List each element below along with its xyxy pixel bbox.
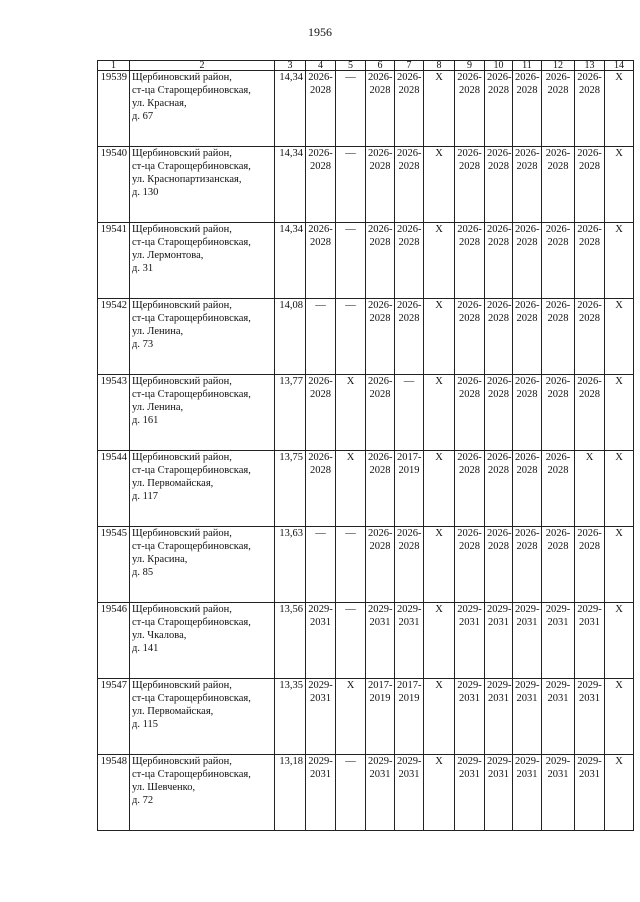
period-cell: 2026-2028 <box>575 299 605 375</box>
period-cell: 2026-2028 <box>542 451 575 527</box>
value-cell: 13,63 <box>275 527 306 603</box>
column-header: 8 <box>424 61 455 71</box>
period-cell: 2026-2028 <box>306 71 336 147</box>
table-row <box>98 527 634 603</box>
address-line: ст-ца Старощербиновская, <box>132 541 251 553</box>
column-header: 10 <box>485 61 513 71</box>
table-row <box>98 299 634 375</box>
period-cell: 2029-2031 <box>513 603 542 679</box>
column-header: 2 <box>130 61 275 71</box>
period-cell: 2026-2028 <box>455 223 485 299</box>
record-number: 19547 <box>98 679 130 755</box>
address-cell <box>130 755 275 831</box>
period-cell: X <box>424 679 455 755</box>
period-cell: 2026-2028 <box>455 147 485 223</box>
column-header: 4 <box>306 61 336 71</box>
period-cell: 2026-2028 <box>485 451 513 527</box>
period-cell: 2026-2028 <box>306 451 336 527</box>
period-cell: 2017-2019 <box>395 679 424 755</box>
period-cell: X <box>424 603 455 679</box>
period-cell: — <box>395 375 424 451</box>
period-cell: 2026-2028 <box>485 223 513 299</box>
address-line: д. 72 <box>132 795 154 807</box>
period-cell: X <box>424 755 455 831</box>
period-cell: X <box>424 223 455 299</box>
period-cell: — <box>336 527 366 603</box>
column-header: 9 <box>455 61 485 71</box>
record-number: 19540 <box>98 147 130 223</box>
period-cell: 2029-2031 <box>485 679 513 755</box>
period-cell: — <box>336 755 366 831</box>
column-header: 12 <box>542 61 575 71</box>
period-cell: 2026-2028 <box>575 375 605 451</box>
address-line: Щербиновский район, <box>132 300 232 311</box>
record-number: 19539 <box>98 71 130 147</box>
column-header: 5 <box>336 61 366 71</box>
period-cell: X <box>605 71 634 147</box>
period-cell: X <box>605 451 634 527</box>
table-row <box>98 451 634 527</box>
address-line: ст-ца Старощербиновская, <box>132 769 251 781</box>
period-cell: 2026-2028 <box>575 223 605 299</box>
period-cell: 2026-2028 <box>542 375 575 451</box>
period-cell: 2026-2028 <box>306 375 336 451</box>
period-cell: 2026-2028 <box>575 527 605 603</box>
period-cell: 2026-2028 <box>366 147 395 223</box>
period-cell: 2026-2028 <box>485 527 513 603</box>
column-header: 11 <box>513 61 542 71</box>
header-row <box>98 61 634 71</box>
record-number: 19543 <box>98 375 130 451</box>
period-cell: 2026-2028 <box>366 527 395 603</box>
period-cell: 2026-2028 <box>575 71 605 147</box>
page-number: 1956 <box>308 25 332 39</box>
value-cell: 13,18 <box>275 755 306 831</box>
column-header: 1 <box>98 61 130 71</box>
period-cell: — <box>336 147 366 223</box>
period-cell: 2026-2028 <box>395 299 424 375</box>
period-cell: 2026-2028 <box>366 299 395 375</box>
period-cell: X <box>336 375 366 451</box>
period-cell: X <box>605 603 634 679</box>
period-cell: 2029-2031 <box>455 679 485 755</box>
address-cell <box>130 71 275 147</box>
period-cell: 2029-2031 <box>455 603 485 679</box>
address-line: д. 115 <box>132 719 158 731</box>
table-row <box>98 223 634 299</box>
column-header: 6 <box>366 61 395 71</box>
address-line: д. 31 <box>132 263 154 275</box>
period-cell: 2026-2028 <box>542 147 575 223</box>
address-cell <box>130 527 275 603</box>
record-number: 19541 <box>98 223 130 299</box>
address-line: ул. Шевченко, <box>132 782 196 794</box>
period-cell: 2026-2028 <box>455 375 485 451</box>
period-cell: 2017-2019 <box>366 679 395 755</box>
period-cell: 2026-2028 <box>306 147 336 223</box>
period-cell: 2017-2019 <box>395 451 424 527</box>
table-row <box>98 147 634 223</box>
address-line: ст-ца Старощербиновская, <box>132 693 251 705</box>
period-cell: — <box>336 603 366 679</box>
period-cell: 2026-2028 <box>575 147 605 223</box>
period-cell: — <box>306 527 336 603</box>
period-cell: 2029-2031 <box>366 603 395 679</box>
period-cell: 2029-2031 <box>485 603 513 679</box>
value-cell: 14,08 <box>275 299 306 375</box>
period-cell: 2029-2031 <box>542 679 575 755</box>
period-cell: 2026-2028 <box>395 71 424 147</box>
address-line: ул. Первомайская, <box>132 706 214 718</box>
address-line: ст-ца Старощербиновская, <box>132 313 251 325</box>
address-line: ст-ца Старощербиновская, <box>132 389 251 401</box>
address-line: Щербиновский район, <box>132 680 232 691</box>
address-line: ст-ца Старощербиновская, <box>132 465 251 477</box>
period-cell: X <box>424 71 455 147</box>
value-cell: 14,34 <box>275 147 306 223</box>
address-line: ул. Красина, <box>132 554 188 566</box>
period-cell: — <box>306 299 336 375</box>
address-cell <box>130 223 275 299</box>
address-cell <box>130 375 275 451</box>
period-cell: X <box>605 147 634 223</box>
address-cell <box>130 299 275 375</box>
period-cell: X <box>605 223 634 299</box>
period-cell: 2029-2031 <box>306 755 336 831</box>
period-cell: 2026-2028 <box>513 299 542 375</box>
registry-table <box>97 60 634 831</box>
value-cell: 13,56 <box>275 603 306 679</box>
period-cell: X <box>605 527 634 603</box>
address-line: д. 161 <box>132 415 159 427</box>
period-cell: 2026-2028 <box>395 527 424 603</box>
period-cell: 2029-2031 <box>575 603 605 679</box>
period-cell: 2029-2031 <box>366 755 395 831</box>
period-cell: X <box>424 299 455 375</box>
record-number: 19545 <box>98 527 130 603</box>
table-row <box>98 603 634 679</box>
value-cell: 14,34 <box>275 71 306 147</box>
address-line: Щербиновский район, <box>132 604 232 615</box>
period-cell: 2026-2028 <box>306 223 336 299</box>
period-cell: 2026-2028 <box>513 375 542 451</box>
period-cell: X <box>575 451 605 527</box>
table-row <box>98 375 634 451</box>
address-line: д. 73 <box>132 339 154 351</box>
period-cell: — <box>336 71 366 147</box>
period-cell: 2026-2028 <box>513 451 542 527</box>
period-cell: 2026-2028 <box>513 223 542 299</box>
period-cell: X <box>605 375 634 451</box>
address-line: Щербиновский район, <box>132 224 232 235</box>
table-row <box>98 71 634 147</box>
period-cell: 2026-2028 <box>542 223 575 299</box>
address-line: Щербиновский район, <box>132 72 232 83</box>
address-line: ул. Краснопартизанская, <box>132 174 242 186</box>
address-line: ул. Первомайская, <box>132 478 214 490</box>
period-cell: 2026-2028 <box>455 71 485 147</box>
table-row <box>98 755 634 831</box>
address-line: ул. Красная, <box>132 98 187 110</box>
period-cell: X <box>605 299 634 375</box>
address-line: ул. Ленина, <box>132 402 184 414</box>
period-cell: 2029-2031 <box>513 679 542 755</box>
period-cell: 2029-2031 <box>395 755 424 831</box>
address-cell <box>130 679 275 755</box>
record-number: 19544 <box>98 451 130 527</box>
record-number: 19542 <box>98 299 130 375</box>
record-number: 19548 <box>98 755 130 831</box>
address-line: д. 141 <box>132 643 159 655</box>
address-line: Щербиновский район, <box>132 376 232 387</box>
period-cell: 2029-2031 <box>575 679 605 755</box>
table-row <box>98 679 634 755</box>
value-cell: 14,34 <box>275 223 306 299</box>
period-cell: 2026-2028 <box>366 71 395 147</box>
period-cell: 2026-2028 <box>455 527 485 603</box>
period-cell: 2026-2028 <box>513 71 542 147</box>
period-cell: 2026-2028 <box>513 147 542 223</box>
address-cell <box>130 603 275 679</box>
period-cell: — <box>336 299 366 375</box>
value-cell: 13,77 <box>275 375 306 451</box>
value-cell: 13,35 <box>275 679 306 755</box>
period-cell: 2029-2031 <box>395 603 424 679</box>
address-cell <box>130 147 275 223</box>
period-cell: 2029-2031 <box>513 755 542 831</box>
address-line: Щербиновский район, <box>132 756 232 767</box>
address-line: Щербиновский район, <box>132 452 232 463</box>
address-line: ст-ца Старощербиновская, <box>132 85 251 97</box>
period-cell: X <box>424 147 455 223</box>
value-cell: 13,75 <box>275 451 306 527</box>
period-cell: 2029-2031 <box>542 603 575 679</box>
address-line: ст-ца Старощербиновская, <box>132 617 251 629</box>
period-cell: 2026-2028 <box>366 223 395 299</box>
column-header: 13 <box>575 61 605 71</box>
period-cell: 2029-2031 <box>306 603 336 679</box>
address-line: ул. Ленина, <box>132 326 184 338</box>
period-cell: 2029-2031 <box>485 755 513 831</box>
period-cell: 2026-2028 <box>395 147 424 223</box>
period-cell: 2026-2028 <box>485 147 513 223</box>
record-number: 19546 <box>98 603 130 679</box>
period-cell: X <box>424 375 455 451</box>
address-line: д. 117 <box>132 491 158 503</box>
period-cell: X <box>336 451 366 527</box>
address-line: д. 130 <box>132 187 159 199</box>
period-cell: 2026-2028 <box>395 223 424 299</box>
address-line: Щербиновский район, <box>132 148 232 159</box>
address-line: Щербиновский район, <box>132 528 232 539</box>
period-cell: X <box>605 679 634 755</box>
period-cell: 2026-2028 <box>485 71 513 147</box>
period-cell: X <box>424 527 455 603</box>
period-cell: X <box>424 451 455 527</box>
period-cell: X <box>336 679 366 755</box>
period-cell: 2026-2028 <box>455 451 485 527</box>
column-header: 3 <box>275 61 306 71</box>
address-line: ст-ца Старощербиновская, <box>132 237 251 249</box>
period-cell: 2026-2028 <box>542 299 575 375</box>
address-line: д. 85 <box>132 567 154 579</box>
period-cell: 2029-2031 <box>455 755 485 831</box>
address-line: ст-ца Старощербиновская, <box>132 161 251 173</box>
period-cell: 2026-2028 <box>366 375 395 451</box>
period-cell: 2026-2028 <box>542 71 575 147</box>
period-cell: 2029-2031 <box>542 755 575 831</box>
period-cell: 2026-2028 <box>485 299 513 375</box>
period-cell: 2026-2028 <box>513 527 542 603</box>
period-cell: — <box>336 223 366 299</box>
column-header: 14 <box>605 61 634 71</box>
period-cell: X <box>605 755 634 831</box>
period-cell: 2026-2028 <box>366 451 395 527</box>
address-line: д. 67 <box>132 111 154 123</box>
address-line: ул. Лермонтова, <box>132 250 204 262</box>
address-cell <box>130 451 275 527</box>
period-cell: 2029-2031 <box>575 755 605 831</box>
period-cell: 2029-2031 <box>306 679 336 755</box>
column-header: 7 <box>395 61 424 71</box>
period-cell: 2026-2028 <box>485 375 513 451</box>
address-line: ул. Чкалова, <box>132 630 187 642</box>
period-cell: 2026-2028 <box>542 527 575 603</box>
period-cell: 2026-2028 <box>455 299 485 375</box>
